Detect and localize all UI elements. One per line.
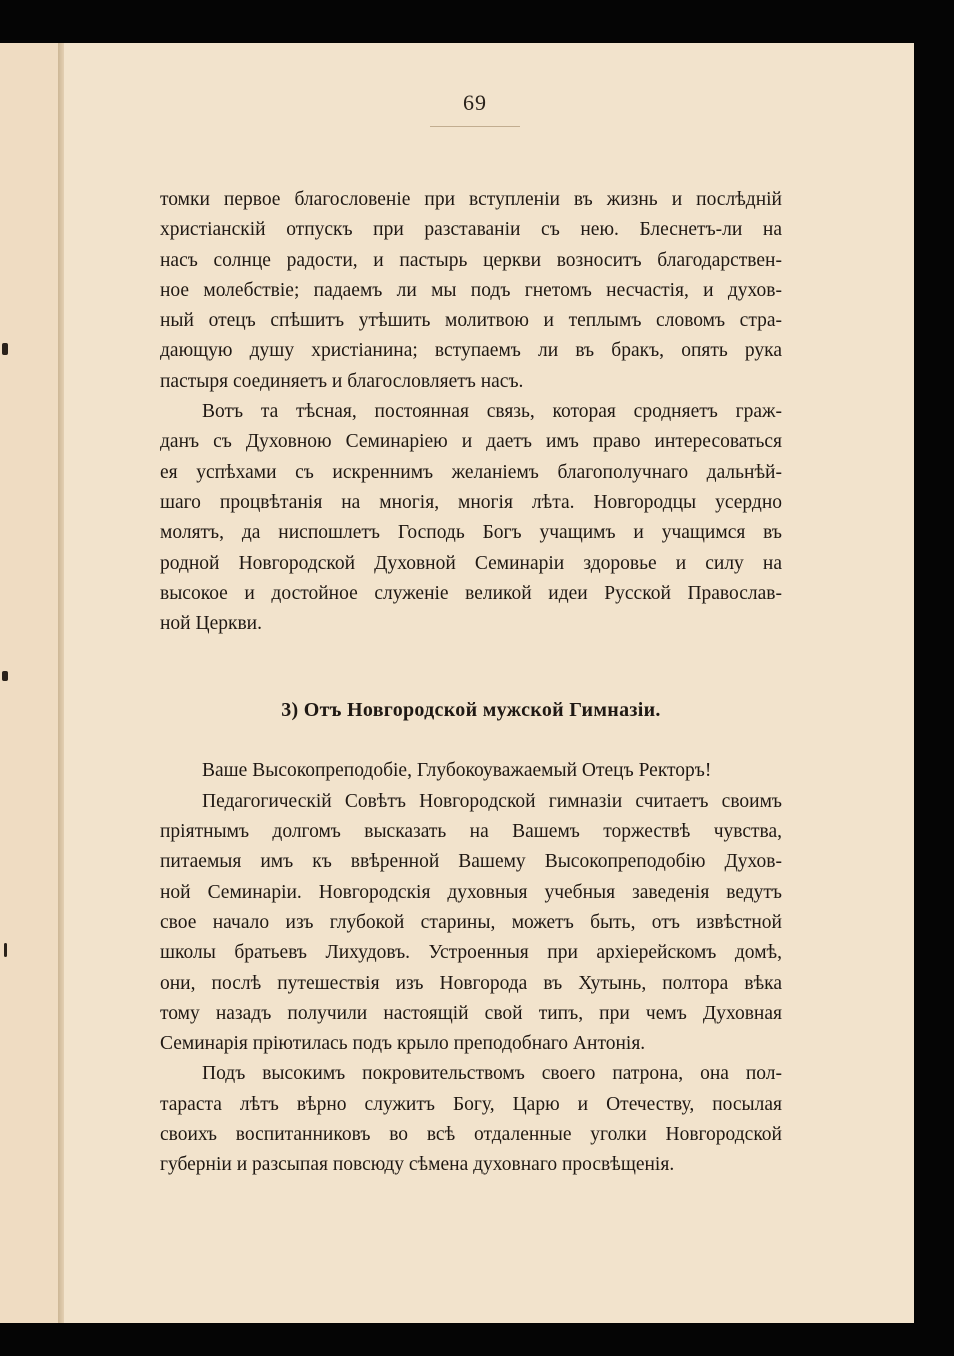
text-line: они, послѣ путешествія изъ Новгорода въ Хутынь, полтора вѣка (160, 972, 782, 994)
text-line: губерніи и разсыпая повсюду сѣмена духовнаго просвѣщенія. (160, 1154, 675, 1176)
text-line: ея успѣхами съ искреннимъ желаніемъ благополучнаго дальнѣй- (160, 461, 782, 483)
text-line: пріятнымъ долгомъ высказать на Вашемъ торжествѣ чувства, (160, 821, 782, 843)
text-block-2 (160, 756, 782, 1180)
margin-mark (2, 671, 8, 681)
text-line: высокое и достойное служеніе великой идеи Русской Православ- (160, 582, 782, 604)
text-line: христіанскій отпускъ при разставаніи съ нею. Блеснетъ-ли на (160, 219, 782, 241)
text-line: Педагогическій Совѣтъ Новгородской гимназіи считаетъ своимъ (202, 790, 782, 812)
text-line: тараста лѣтъ вѣрно служитъ Богу, Царю и Отечеству, посылая (160, 1093, 782, 1115)
text-line: дающую душу христіанина; вступаемъ ли въ бракъ, опять рука (160, 340, 782, 362)
text-line: ной Семинаріи. Новгородскія духовныя учебныя заведенія ведутъ (160, 881, 782, 903)
margin-mark (2, 343, 8, 355)
text-line: пастыря соединяетъ и благословляетъ насъ. (160, 370, 524, 392)
text-line: томки первое благословеніе при вступленіи въ жизнь и послѣдній (160, 189, 782, 210)
text-line: молятъ, да ниспошлетъ Господь Богъ учащимъ и учащимся въ (160, 522, 782, 544)
margin-mark (4, 943, 7, 957)
text-line: Ваше Высокопреподобіе, Глубокоуважаемый Отецъ Ректоръ! (202, 760, 712, 782)
page-number: 69 (430, 90, 520, 127)
text-line: ной Церкви. (160, 613, 262, 635)
text-line: ный отецъ спѣшитъ утѣшить молитвою и теплымъ словомъ стра- (160, 310, 782, 332)
text-line: ное молебствіе; падаемъ ли мы подъ гнетомъ несчастія, и духов- (160, 279, 782, 301)
text-line: шаго процвѣтанія на многія, многія лѣта. Новгородцы усердно (160, 491, 782, 513)
text-line: родной Новгородской Духовной Семинаріи здоровье и силу на (160, 552, 782, 574)
text-line: свое начало изъ глубокой старины, можетъ быть, отъ извѣстной (160, 911, 782, 933)
text-line: Вотъ та тѣсная, постоянная связь, которая сродняетъ граж- (202, 401, 782, 423)
text-line: Семинарія пріютилась подъ крыло преподобнаго Антонія. (160, 1033, 646, 1055)
text-line: школы братьевъ Лихудовъ. Устроенныя при архіерейскомъ домѣ, (160, 942, 782, 964)
text-line: питаемыя имъ къ ввѣренной Вашему Высокопреподобію Духов- (160, 851, 782, 873)
text-line: тому назадъ получили настоящій свой типъ, при чемъ Духовная (160, 1002, 782, 1024)
text-block-1 (160, 185, 782, 639)
left-page-edge (0, 43, 60, 1323)
page-body (160, 185, 782, 1181)
section-heading: 3) Отъ Новгородской мужской Гимназіи. (281, 699, 661, 722)
text-line: данъ съ Духовною Семинаріею и даетъ имъ право интересоваться (160, 431, 782, 453)
text-line: своихъ воспитанниковъ во всѣ отдаленные уголки Новгородской (160, 1124, 782, 1146)
text-line: Подъ высокимъ покровительствомъ своего патрона, она пол- (202, 1063, 782, 1085)
text-line: насъ солнце радости, и пастырь церкви возноситъ благодарствен- (160, 249, 782, 271)
